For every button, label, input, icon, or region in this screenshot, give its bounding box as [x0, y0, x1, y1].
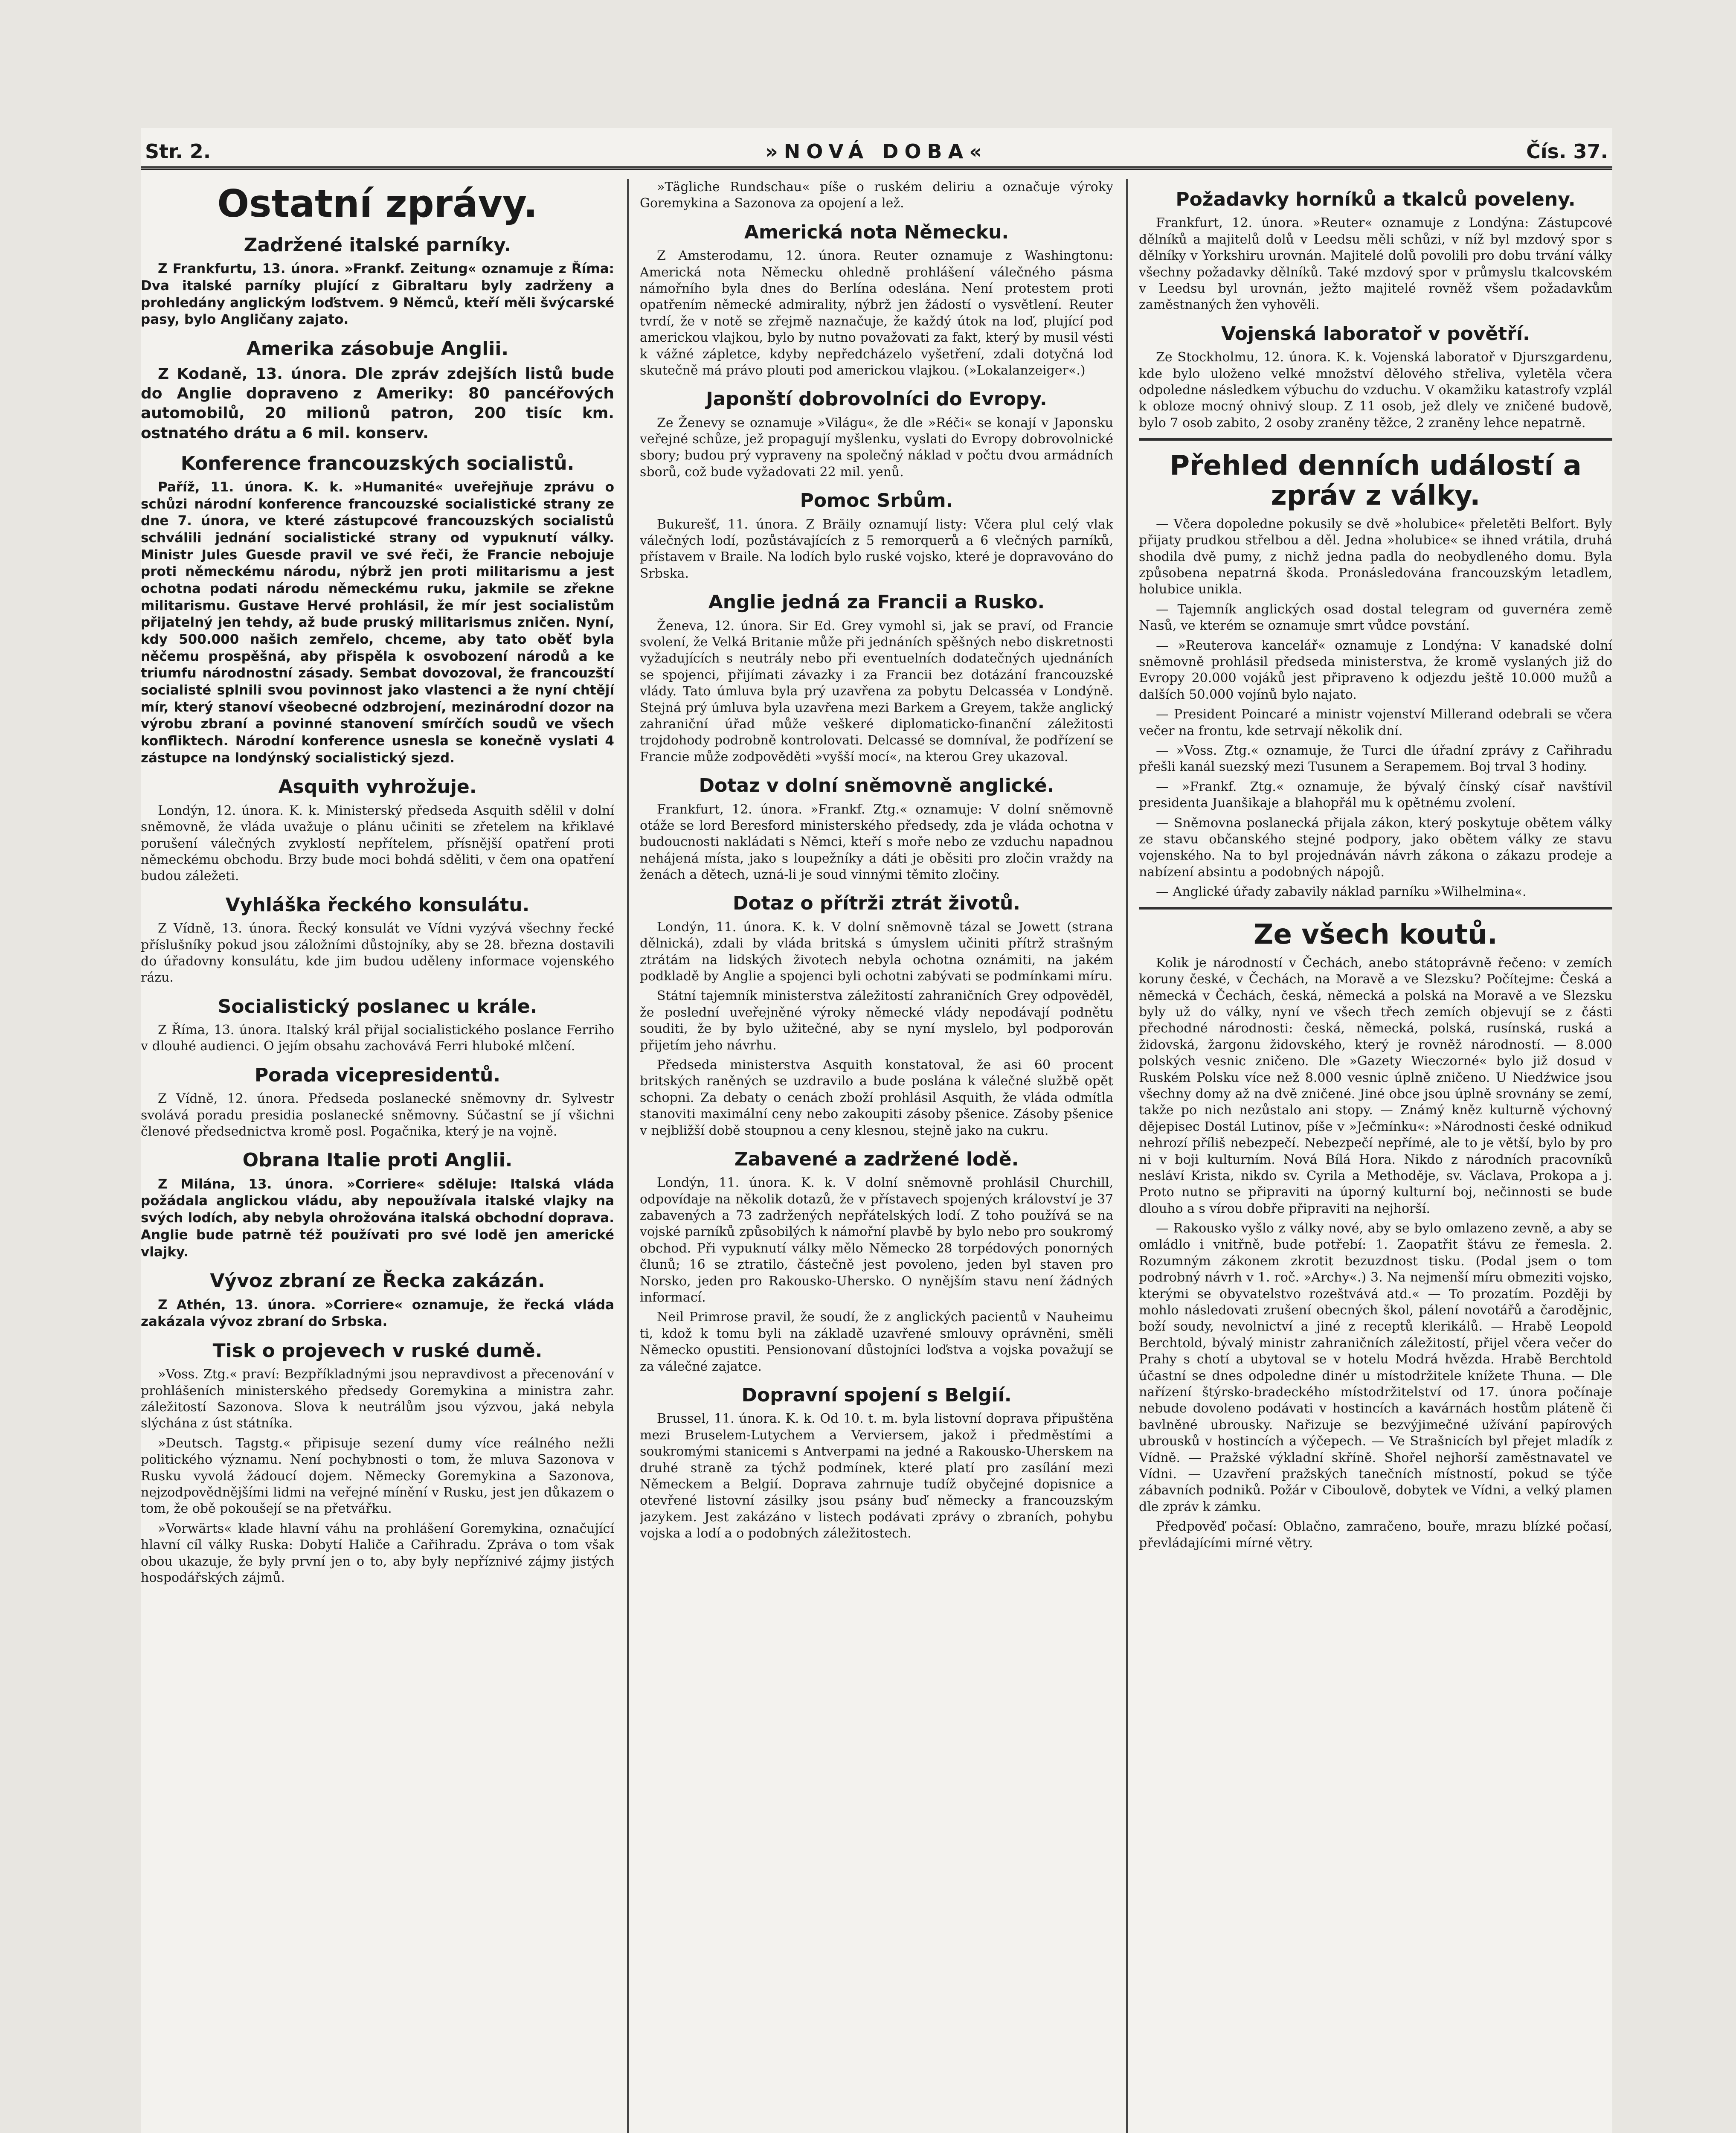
article-text: Kolik je národností v Čechách, anebo státoprávně řečeno: v zemích koruny české, v Čechách, na Moravě a ve Slezsku? Počítejme: Česká a německá v Čechách, česká, německá a polská na Moravě a ve Slezsku byly už do války, nyní ve všech třech zemích objevují se z části přechodné národnosti: česká, německá, polská, rusínská, ruská a židovská, žargonu židovského, který je rovněž národností. — 8.000 polských vesnic zničeno. Dle »Gazety Wieczorné« bylo již dosud v Ruském Polsku více než 8.000 vesnic úplně zničeno. U Niedźwice jsou všechny domy až na dvě zničené. Jiné obce jsou úplně srovnány se zemí, takže po nich nezůstalo ani stopy. — Známý kněz kulturně výchovný dějepisec Dostál Lutinov, píše v »Ječmínku«: »Národnosti české odnikud nehrozí příliš nebezpečí. Nebezpečí nepřímé, ale to je větší, bylo by pro ni v boji kulturním. Nová Bílá Hora. Nikdo z národních pracovníků nesláví Krista, nikdo sv. Cyrila a Methoděje, sv. Václava, Prokopa a j. Proto nutno se připraviti na úporný kulturní boj, nečinnosti se bude dlouho a s vírou dobře připraviti na nejhorší.	[1139, 955, 1612, 1216]
column-1	[141, 179, 614, 2133]
article-title: Tisk o projevech v ruské dumě.	[212, 1340, 543, 1362]
article-text: Z Říma, 13. února. Italský král přijal socialistického poslance Ferriho v dlouhé audienci. O jejím obsahu zachovává Ferri hluboké mlčení.	[141, 1023, 614, 1054]
section-title: Přehled denních událostí a zpráv z války.	[1170, 450, 1582, 512]
article-title: Amerika zásobuje Anglii.	[246, 337, 509, 360]
article-title: Anglie jedná za Francii a Rusko.	[708, 591, 1045, 613]
article-text: Z Athén, 13. února. »Corriere« oznamuje, že řecká vláda zakázala vývoz zbraní do Srbska.	[141, 1297, 614, 1330]
article-text: Frankfurt, 12. února. »Frankf. Ztg.« oznamuje: V dolní sněmovně otáže se lord Beresford ministerského předsedy, zda je vláda ochotna v budoucnosti nakládati s Němci, kteří s moře nebo ze vzduchu napadnou nehájená místa, jako s loupežníky a dáti je oběsiti pro zločin vraždy na ženách a dětech, uzná-li je soud vinnými těmito zločiny.	[640, 802, 1113, 883]
news-item: — Anglické úřady zabavily náklad parníku »Wilhelmina«.	[1156, 884, 1527, 900]
article-text: Státní tajemník ministerstva záležitostí zahraničních Grey odpověděl, že poslední uveřejněné výroky německé vlády nepodávají podnětu souditi, že by bylo užitečné, aby se nyní myslelo, byl podporován přijetím jeho návrhu.	[640, 988, 1113, 1053]
page-number: Str. 2.	[145, 140, 211, 163]
article-title: Asquith vyhrožuje.	[278, 776, 477, 798]
article-title: Porada vicepresidentů.	[254, 1064, 501, 1086]
article-title: Požadavky horníků a tkalců poveleny.	[1176, 189, 1576, 210]
article-text: Ženeva, 12. února. Sir Ed. Grey vymohl si, jak se praví, od Francie svolení, že Velká Britanie může při jednáních spěšných nebo diskretnosti vyžadujících s neutrály nebo při eventuelních dodatečných ujednáních se spojenci, přijímati závazky i za Francii bez dotázání francouzské vlády. Tato úmluva byla prý uzavřena za pobytu Delcasséa v Londýně. Stejná prý úmluva byla uzavřena mezi Barkem a Greyem, takže anglický zahraniční úřad může veškeré diplomaticko-finanční záležitosti trojdohody podrobně kontrolovati. Delcassé se domníval, že podřízení se Francie může zodpověděti »vyšší mocí«, na kterou Grey ukazoval.	[640, 618, 1113, 764]
article-text: Ze Stockholmu, 12. února. K. k. Vojenská laboratoř v Djurszgardenu, kde bylo uloženo velké množství dělového střeliva, vyletěla včera odpoledne následkem výbuchu do vzduchu. V okamžiku katastrofy vzplál k obloze mocný ohnivý sloup. Z 11 osob, jež dlely ve zničené budově, bylo 7 osob zabito, 2 osoby zraněny těžce, 2 zraněny lehce nepatrně.	[1139, 350, 1612, 430]
article-text: Bukurešť, 11. února. Z Brăily oznamují listy: Včera plul celý vlak válečných lodí, pozůstávajících z 5 remorquerů a 6 vlečných parníků, přístavem v Braile. Na lodích bylo ruské vojsko, které je dopravováno do Srbska.	[640, 517, 1113, 581]
article-text: Londýn, 11. února. K. k. V dolní sněmovně prohlásil Churchill, odpovídaje na několik dotazů, že v přístavech spojených království je 37 zabavených a 73 zadržených nepřátelských lodí. Z toho používá se na vojské parníků způsobilých k námořní plavbě by bylo nebo pro soukromý obchod. Při vypuknutí války mělo Německo 28 torpédových ponorných člunů; 16 se ztratilo, částečně jest povoleno, jeden byl staven pro Norsko, jeden pro Rakousko-Uhersko. O nynějším stavu není žádných informací.	[640, 1175, 1113, 1305]
news-item: — President Poincaré a ministr vojenství Millerand odebrali se včera večer na frontu, kde setrvají několik dní.	[1139, 707, 1612, 738]
article-title: Vývoz zbraní ze Řecka zakázán.	[210, 1270, 545, 1292]
article-text: »Voss. Ztg.« praví: Bezpříkladnými jsou nepravdivost a přecenování v prohlášeních ministerského předsedy Goremykina a ministra zahr. záležitostí Sazonova. Slova k neutrálům jsou výzvou, jaká nebyla slýchána z úst státníka.	[141, 1367, 614, 1431]
article-text: Z Amsterodamu, 12. února. Reuter oznamuje z Washingtonu: Americká nota Německu ohledně prohlášení válečného pásma námořního byla dnes do Berlína odeslána. Není protestem proti opatřením německé admirality, nýbrž jen žádostí o vysvětlení. Reuter tvrdí, že v notě se zřejmě naznačuje, že každý útok na loď, plující pod americkou vlajkou, bylo by nutno považovati za fakt, který by musil vésti k vážné zápletce, kdyby nepředcházelo vyšetření, zdali dotyčná loď skutečně má právo plouti pod americkou vlajkou. (»Lokalanzeiger«.)	[640, 248, 1113, 378]
article-text: Neil Primrose pravil, že soudí, že z anglických pacientů v Nauheimu ti, kdož k tomu byli na základě uzavřené smlouvy oprávněni, směli Německo opustiti. Pensionovaní důstojníci loďstva a vojska považují se za válečné zajatce.	[640, 1310, 1113, 1374]
news-item: — Tajemník anglických osad dostal telegram od guvernéra země Nasů, ve kterém se oznamuje smrt vůdce povstání.	[1139, 602, 1612, 634]
weather-forecast: Předpověď počasí: Oblačno, zamračeno, bouře, mrazu blízké počasí, převládajícími mírné větry.	[1139, 1519, 1612, 1551]
article-text: Londýn, 12. února. K. k. Ministerský předseda Asquith sdělil v dolní sněmovně, že vláda uvažuje o plánu učiniti se zřetelem na křiklavé porušení válečných zvyklostí nepřítelem, přísnější opatření proti německému obchodu. Brzy bude moci bohdá sděliti, v čem ona opatření budou záležeti.	[141, 803, 614, 884]
article-text: »Deutsch. Tagstg.« připisuje sezení dumy více reálného nežli politického významu. Není pochybnosti o tom, že mluva Sazonova v Rusku vyvolá žádoucí dojem. Německy Goremykina a Sazonova, nejzodpovědnějšími lidmi na veřejné mínění v Rusku, jest jen důkazem o tom, že obě pokoušejí se na přetvářku.	[141, 1436, 614, 1517]
article-title: Pomoc Srbům.	[800, 490, 953, 512]
article-title: Konference francouzských socialistů.	[180, 452, 575, 474]
news-item: — »Frankf. Ztg.« oznamuje, že bývalý čínský císař navštívil presidenta Juanšikaje a blahopřál mu k opětnému zvolení.	[1139, 779, 1612, 811]
article-title: Americká nota Německu.	[744, 221, 1009, 243]
article-title: Vyhláška řeckého konsulátu.	[225, 894, 530, 916]
article-text: Ze Ženevy se oznamuje »Világu«, že dle »Réči« se konají v Japonsku veřejné schůze, jež propagují myšlenku, vyslati do Evropy dobrovolnické sbory; budou prý vypraveny na společný náklad v počtu dvou armádních sborů, což bude vyžadovati 22 mil. yenů.	[640, 415, 1113, 479]
article-text: Z Vídně, 13. února. Řecký konsulát ve Vídni vyzývá všechny řecké příslušníky pokud jsou záložními důstojníky, aby se 28. března dostavili do úřadovny konsulátu, kde jim budou uděleny informace vojenského rázu.	[141, 921, 614, 985]
article-text: Předseda ministerstva Asquith konstatoval, že asi 60 procent britských raněných se uzdravilo a bude poslána k válečné službě opět schopni. Za debaty o cenách zboží prohlásil Asquith, že vláda odmítla stanoviti maximální ceny nebo zakoupiti zásoby pšenice. Zásoby pšenice v nejbližší době stoupnou a ceny klesnou, stejně jako na cukru.	[640, 1057, 1113, 1138]
page-header	[141, 137, 1612, 170]
newspaper-title: »NOVÁ DOBA«	[765, 140, 988, 163]
article-text: Z Kodaně, 13. února. Dle zpráv zdejších listů bude do Anglie dopraveno z Ameriky: 80 pancéřových automobilů, 20 milionů patron, 200 tisíc km. ostnatého drátu a 6 mil. konserv.	[141, 365, 614, 442]
article-text: »Tägliche Rundschau« píše o ruském deliriu a označuje výroky Goremykina a Sazonova za opojení a lež.	[640, 180, 1113, 211]
column-3	[1139, 179, 1612, 2133]
issue-number: Čís. 37.	[1526, 140, 1608, 163]
article-text: Frankfurt, 12. února. »Reuter« oznamuje z Londýna: Zástupcové dělníků a majitelů dolů v Leedsu měli schůzi, v níž byl mzdový spor s dělníky v Yorkshiru urovnán. Majitelé dolů povolili pro dobu trvání války všechny požadavky dělníků. Také mzdový spor v průmyslu tkalcovském v Leedsu byl urovnán, ježto majitelé rovněž všem požadavkům zaměstnaných žen vyhověli.	[1139, 215, 1612, 313]
article-text: Z Milána, 13. února. »Corriere« sděluje: Italská vláda požádala anglickou vládu, aby nepoužívala italské vlajky na svých lodích, aby nebyla ohrožována italská obchodní doprava. Anglie bude patrně též používati pro své lodě jen americké vlajky.	[141, 1176, 614, 1260]
article-text: Z Vídně, 12. února. Předseda poslanecké sněmovny dr. Sylvestr svolává poradu presidia poslanecké sněmovny. Súčastní se jí všichni členové předsednictva kromě posl. Pogačnika, který je na vojně.	[141, 1091, 614, 1139]
section-title: Ze všech koutů.	[1254, 919, 1498, 951]
article-text: Brussel, 11. února. K. k. Od 10. t. m. byla listovní doprava připuštěna mezi Bruselem-Lutychem a Verviersem, jakož i předměstími a soukromými stanicemi s Antverpami na jedné a Rakousko-Uherskem na druhé straně za týchž podmínek, které platí pro zasílání mezi Německem a Belgií. Doprava zahrnuje tudíž obyčejné dopisnice a otevřené listovní zásilky jsou psány buď německy a francouzským jazykem. Jest zakázáno v listech podávati zprávy o zbraních, pohybu vojska a lodí a o podobných záležitostech.	[640, 1411, 1113, 1541]
section-divider	[1139, 438, 1612, 441]
article-title: Socialistický poslanec u krále.	[218, 995, 537, 1017]
article-title: Dotaz v dolní sněmovně anglické.	[699, 775, 1054, 797]
news-item: — »Voss. Ztg.« oznamuje, že Turci dle úřadní zprávy z Cařihradu přešli kanál suezský mezi Tusunem a Serapemem. Boj trval 3 hodiny.	[1139, 743, 1612, 775]
news-item: — Včera dopoledne pokusily se dvě »holubice« přeletěti Belfort. Byly přijaty prudkou střelbou a děl. Jedna »holubice« se ihned vrátila, druhá shodila dvě pumy, z nichž jedna padla do neobydleného domu. Byla způsobena nepatrná škoda. Pronásledována francouzským letadlem, holubice unikla.	[1139, 516, 1612, 597]
article-title: Zabavené a zadržené lodě.	[734, 1148, 1019, 1170]
section-title: Ostatní zprávy.	[217, 182, 538, 226]
news-item: — Sněmovna poslanecká přijala zákon, který poskytuje obětem války ze stavu občanského stejné podpory, jako obětem války ze stavu vojenského. Na to byl projednáván návrh zákona o zákazu prodeje a nabízení absintu a podobných nápojů.	[1139, 815, 1612, 880]
news-item: — »Reuterova kancelář« oznamuje z Londýna: V kanadské dolní sněmovně prohlásil předseda ministerstva, že kromě vyslaných již do Evropy 20.000 vojáků jest připraveno k odjezdu ještě 10.000 mužů a dalších 50.000 vojínů bylo najato.	[1139, 638, 1612, 702]
section-divider	[1139, 907, 1612, 910]
article-title: Obrana Italie proti Anglii.	[242, 1149, 513, 1171]
article-text: Z Frankfurtu, 13. února. »Frankf. Zeitung« oznamuje z Říma: Dva italské parníky plující z Gibraltaru byly zadrženy a prohledány anglickým loďstvem. 9 Němců, kteří měli švýcarské pasy, bylo Angličany zajato.	[141, 261, 614, 328]
article-title: Japonští dobrovolníci do Evropy.	[706, 388, 1047, 410]
article-title: Dopravní spojení s Belgií.	[741, 1384, 1012, 1406]
article-text: Paříž, 11. února. K. k. »Humanité« uveřejňuje zprávu o schůzi národní konference francouzské socialistické strany ze dne 7. února, ve které zástupcové francouzských socialistů schválili jednání socialistické strany od vypuknutí války. Ministr Jules Guesde pravil ve své řeči, že Francie nebojuje proti německému národu, nýbrž jen proti militarismu a jest ochotna podati národu německému ruku, jakmile se zřekne militarismu. Gustave Hervé prohlásil, že mír jest socialistům přijatelný jen tehdy, až bude pruský militarismus zničen. Nyní, kdy 500.000 našich zemřelo, chceme, aby tato oběť byla něčemu prospěšná, aby přispěla k osvobození národů a ke triumfu národnostní zásady. Sembat dovozoval, že francouzští socialisté splnili svou povinnost jako vlastenci a že nyní chtějí mír, který stanoví všeobecné odzbrojení, mezinárodní dozor na výrobu zbraní a povinné stanovení smírčích soudů ve všech konfliktech. Národní konference usnesla se konečně vyslati 4 zástupce na londýnský socialistický sjezd.	[141, 479, 614, 766]
article-title: Dotaz o přítrži ztrát životů.	[732, 892, 1021, 915]
article-title: Vojenská laboratoř v povětří.	[1221, 323, 1530, 345]
column-2	[640, 179, 1113, 2133]
column-rule	[1126, 179, 1128, 2133]
article-text: — Rakousko vyšlo z války nové, aby se bylo omlazeno zevně, a aby se omládlo i vnitřně, bude potřebí: 1. Zaopatřit štávu ze řemesla. 2. Rozumným zákonem zkrotit bezuzdnost tisku. (Podal jsem o tom podrobný návrh v 1. roč. »Archy«.) 3. Na nejmenší míru obmeziti vojsko, kterými se obyvatelstvo rozeštvává atd.« — To prozatím. Později by mohlo následovati zrušení obecných škol, pálení novotářů a čarodějnic, boží soudy, nevolnictví a jiné z receptů klerikálů. — Hrabě Leopold Berchtold, bývalý ministr zahraničních záležitostí, přijel včera večer do Prahy s chotí a ubytoval se v hotelu Modrá hvězda. Hrabě Berchtold účastní se dnes odpoledne dinér u místodržitele knížete Thuna. — Dle nařízení štýrsko-bradeckého místodržitelství od 17. února počínaje nebude dovoleno podávati v hostincích a kavárnách hostům pláteně či bavlněné ubrousky. Nařizuje se bezvýjimečné užívání papírových ubrousků v hostincích a výčepech. — Ve Strašnicích byl přejet mladík z Vídně. — Pražské výkladní skříně. Shořel nejhorší zaměstnavatel ve Vídni. — Uzavření pražských tanečních místností, pokud se týče zábavních podniků. Požár v Ciboulově, dobytek ve Vídni, a velký plamen dle zpráv k zámku.	[1139, 1221, 1612, 1514]
article-text: Londýn, 11. února. K. k. V dolní sněmovně tázal se Jowett (strana dělnická), zdali by vláda britská s úmyslem učiniti přítrž strašným ztrátám na lidských životech nebyla ochotna oznámiti, na jakém podkladě by Anglie a spojenci byli ochotni zabývati se podmínkami míru.	[640, 919, 1113, 984]
newspaper-page	[141, 128, 1612, 2133]
article-text: »Vorwärts« klade hlavní váhu na prohlášení Goremykina, označující hlavní cíl války Ruska: Dobytí Haliče a Cařihradu. Zpráva o tom však obou ukazuje, že byly první jen o to, aby byly nepříznivé zájmy jistých hospodářských zájmů.	[141, 1521, 614, 1585]
article-title: Zadržené italské parníky.	[244, 234, 511, 256]
column-rule	[627, 179, 629, 2133]
